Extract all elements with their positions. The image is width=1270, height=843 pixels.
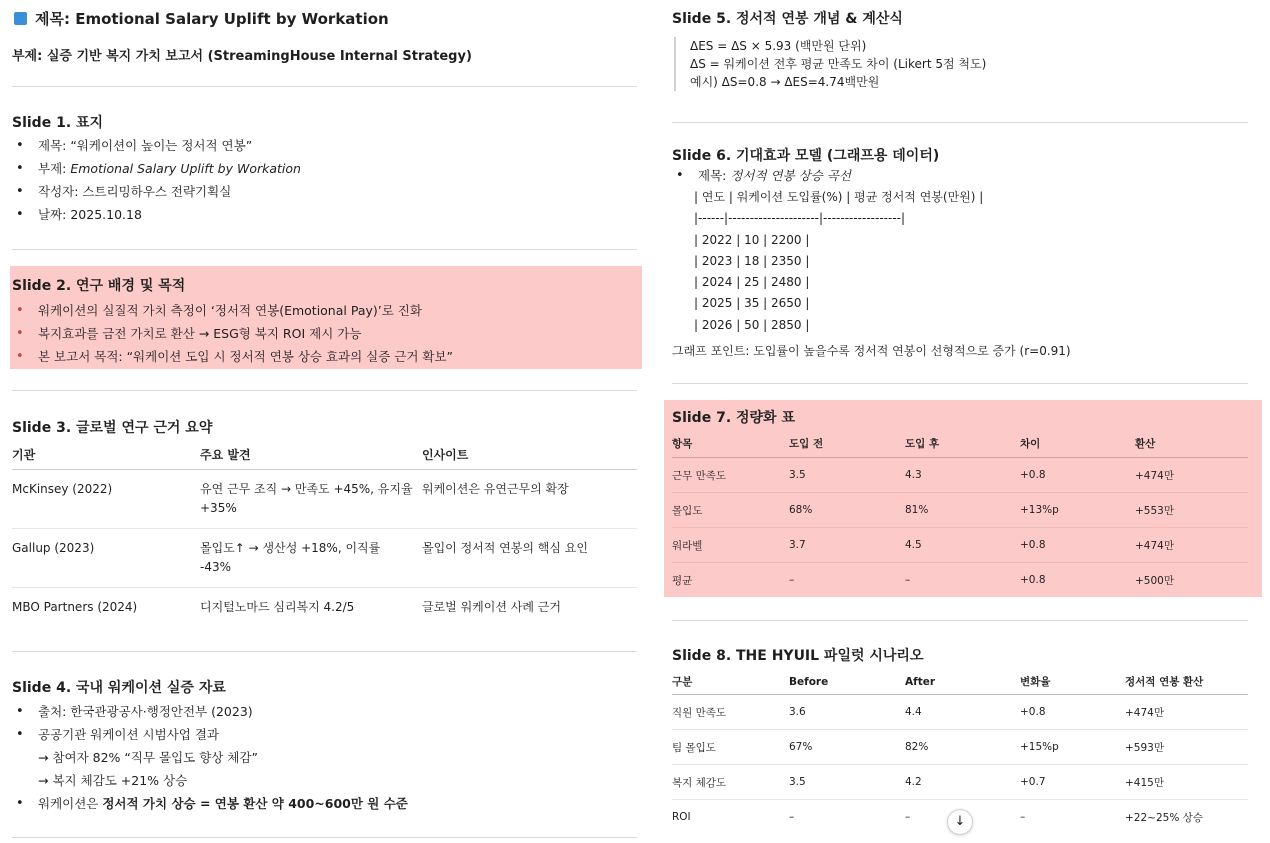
slide6-list xyxy=(672,164,851,187)
column-header: After xyxy=(905,669,1020,695)
table-cell: +415만 xyxy=(1125,765,1248,800)
table-cell: Gallup (2023) xyxy=(12,529,200,588)
markdown-table-block xyxy=(694,187,983,336)
page-title xyxy=(14,8,389,29)
markdown-line: | 2026 | 50 | 2850 | xyxy=(694,317,810,332)
slide5-heading: Slide 5. 정서적 연봉 개념 & 계산식 xyxy=(672,11,903,27)
table-row xyxy=(12,588,637,628)
column-header: 구분 xyxy=(672,669,789,695)
table-cell: 4.4 xyxy=(905,695,1020,730)
table-cell: ROI xyxy=(672,811,691,823)
table-cell: 3.6 xyxy=(789,695,905,730)
table-row xyxy=(672,730,1248,765)
formula-line: ΔES = ΔS × 5.93 (백만원 단위) xyxy=(690,39,867,53)
table-row xyxy=(672,563,1248,598)
markdown-line: | 2025 | 35 | 2650 | xyxy=(694,296,810,311)
markdown-line: | 연도 | 워케이션 도입률(%) | 평균 정서적 연봉(만원) | xyxy=(694,190,984,204)
table-cell: 3.7 xyxy=(789,528,905,563)
table-row xyxy=(672,458,1248,493)
table-cell: +15%p xyxy=(1020,730,1125,765)
formula-line: ΔS = 워케이션 전후 평균 만족도 차이 (Likert 5점 척도) xyxy=(690,57,987,71)
list-item: • 본 보고서 목적: “워케이션 도입 시 정서적 연봉 상승 효과의 실증 근거 확보” xyxy=(12,345,453,368)
column-header: 기관 xyxy=(12,440,200,470)
table-cell: – xyxy=(1020,811,1026,823)
table-cell: 몰입도↑ → 생산성 +18%, 이직률 -43% xyxy=(200,529,422,588)
table-cell: +22~25% 상승 xyxy=(1125,811,1203,824)
slide7-heading: Slide 7. 정량화 표 xyxy=(672,410,795,426)
table-header-row xyxy=(672,669,1248,695)
column-header: 주요 발견 xyxy=(200,440,422,470)
table-cell: 4.5 xyxy=(905,528,1020,563)
graph-point-note: 그래프 포인트: 도입률이 높을수록 정서적 연봉이 선형적으로 증가 (r=0.91) xyxy=(672,344,1071,358)
table-cell: +0.7 xyxy=(1020,765,1125,800)
slide3-heading: Slide 3. 글로벌 연구 근거 요약 xyxy=(12,420,213,436)
table-cell: 68% xyxy=(789,493,905,528)
table-row xyxy=(12,470,637,529)
table-cell: 디지털노마드 심리복지 4.2/5 xyxy=(200,600,355,614)
table-cell: +13%p xyxy=(1020,493,1135,528)
table-row xyxy=(12,529,637,588)
table-cell: +593만 xyxy=(1125,730,1248,765)
list-subitem: → 참여자 82% “직무 몰입도 향상 체감” xyxy=(38,750,258,765)
divider xyxy=(672,620,1248,621)
scroll-down-button[interactable] xyxy=(947,809,973,835)
column-header: 정서적 연봉 환산 xyxy=(1125,669,1248,695)
list-item: • 공공기관 워케이션 시범사업 결과 xyxy=(12,723,408,746)
table-cell: 몰입도 xyxy=(672,493,789,528)
column-header: 변화율 xyxy=(1020,669,1125,695)
divider xyxy=(672,122,1248,123)
table-cell: 워케이션은 유연근무의 확장 xyxy=(422,470,637,529)
column-header: 도입 전 xyxy=(789,430,905,458)
page-subtitle: 부제: 실증 기반 복지 가치 보고서 (StreamingHouse Internal Strategy) xyxy=(12,49,472,64)
slide4-list xyxy=(12,700,408,815)
table-cell: – xyxy=(789,811,795,823)
table-cell: 3.5 xyxy=(789,765,905,800)
markdown-line: | 2022 | 10 | 2200 | xyxy=(694,232,810,247)
formula-line: 예시) ΔS=0.8 → ΔES=4.74백만원 xyxy=(690,75,880,89)
table-cell: +553만 xyxy=(1135,493,1248,528)
column-header: 도입 후 xyxy=(905,430,1020,458)
table-cell: +0.8 xyxy=(1020,695,1125,730)
column-header: 인사이트 xyxy=(422,440,637,470)
formula-block xyxy=(674,37,986,91)
slide2-list xyxy=(12,299,453,368)
subtitle-italic: Emotional Salary Uplift by Workation xyxy=(70,161,301,176)
table-cell: MBO Partners (2024) xyxy=(12,600,138,614)
list-item: • 날짜: 2025.10.18 xyxy=(12,203,301,226)
list-subitem: → 복지 체감도 +21% 상승 xyxy=(38,773,188,788)
table-cell: +500만 xyxy=(1135,574,1174,587)
divider xyxy=(12,86,637,87)
table-cell: +474만 xyxy=(1135,458,1248,493)
list-item-italic: 정서적 연봉 상승 곡선 xyxy=(730,168,851,183)
divider xyxy=(672,383,1248,384)
slide1-list xyxy=(12,134,301,226)
column-header: 항목 xyxy=(672,430,789,458)
table-header-row xyxy=(12,440,637,470)
blue-book-icon xyxy=(14,12,27,25)
table-cell: 근무 만족도 xyxy=(672,458,789,493)
list-item: • 제목: “워케이션이 높이는 정서적 연봉” xyxy=(12,134,301,157)
slide4-heading: Slide 4. 국내 워케이션 실증 자료 xyxy=(12,680,226,696)
slide1-heading: Slide 1. 표지 xyxy=(12,115,104,131)
table-cell: +474만 xyxy=(1125,695,1248,730)
table-cell: +474만 xyxy=(1135,528,1248,563)
table-cell: +0.8 xyxy=(1020,458,1135,493)
list-item: • 출처: 한국관광공사·행정안전부 (2023) xyxy=(12,700,408,723)
table-cell: – xyxy=(789,574,795,586)
divider xyxy=(12,651,637,652)
list-item-text: 워케이션은 xyxy=(38,796,103,811)
slide6-heading: Slide 6. 기대효과 모델 (그래프용 데이터) xyxy=(672,148,940,164)
table-cell: +0.8 xyxy=(1020,574,1046,586)
markdown-line: |------|---------------------|------------------| xyxy=(694,211,906,226)
table-row xyxy=(672,528,1248,563)
table-cell: 82% xyxy=(905,730,1020,765)
slide2-heading: Slide 2. 연구 배경 및 목적 xyxy=(12,278,186,294)
table-cell: 4.2 xyxy=(905,765,1020,800)
list-item-text: 제목: xyxy=(698,168,731,183)
column-header: 환산 xyxy=(1135,430,1248,458)
divider xyxy=(12,249,637,250)
slide7-table xyxy=(672,430,1248,597)
table-row xyxy=(672,493,1248,528)
slide8-heading: Slide 8. THE HYUIL 파일럿 시나리오 xyxy=(672,648,924,664)
markdown-line: | 2024 | 25 | 2480 | xyxy=(694,275,810,290)
table-cell: 복지 체감도 xyxy=(672,765,789,800)
table-cell: 평균 xyxy=(672,574,693,587)
table-row xyxy=(672,765,1248,800)
table-header-row xyxy=(672,430,1248,458)
table-cell: – xyxy=(905,811,911,823)
table-cell: 워라벨 xyxy=(672,528,789,563)
column-header: 차이 xyxy=(1020,430,1135,458)
markdown-line: | 2023 | 18 | 2350 | xyxy=(694,253,810,268)
arrow-down-icon: ↓ xyxy=(954,814,966,829)
table-cell: 몰입이 정서적 연봉의 핵심 요인 xyxy=(422,529,637,588)
list-item xyxy=(672,164,851,187)
list-item: • 복지효과를 금전 가치로 환산 → ESG형 복지 ROI 제시 가능 xyxy=(12,322,453,345)
divider xyxy=(12,837,637,838)
table-cell: 4.3 xyxy=(905,458,1020,493)
divider xyxy=(12,390,637,391)
column-header: Before xyxy=(789,669,905,695)
list-item-bold: 정서적 가치 상승 = 연봉 환산 약 400~600만 원 수준 xyxy=(102,796,408,811)
table-cell: 직원 만족도 xyxy=(672,695,789,730)
table-cell: 3.5 xyxy=(789,458,905,493)
table-cell: 글로벌 워케이션 사례 근거 xyxy=(422,600,561,614)
list-item xyxy=(12,157,301,180)
table-cell: 81% xyxy=(905,493,1020,528)
list-item-label: 부제: xyxy=(38,161,71,176)
table-row xyxy=(672,695,1248,730)
list-item: • 작성자: 스트리밍하우스 전략기획실 xyxy=(12,180,301,203)
slide3-table xyxy=(12,440,637,627)
table-cell: 67% xyxy=(789,730,905,765)
table-cell: +0.8 xyxy=(1020,528,1135,563)
table-cell: 팀 몰입도 xyxy=(672,730,789,765)
table-cell: 유연 근무 조직 → 만족도 +45%, 유지율 +35% xyxy=(200,470,422,529)
table-cell: – xyxy=(905,574,911,586)
slide2-highlight xyxy=(10,266,642,369)
list-item: • 워케이션의 실질적 가치 측정이 ‘정서적 연봉(Emotional Pay)’로 진화 xyxy=(12,299,453,322)
list-item xyxy=(12,792,408,815)
page-title-text: 제목: Emotional Salary Uplift by Workation xyxy=(35,10,389,28)
table-cell: McKinsey (2022) xyxy=(12,470,200,529)
